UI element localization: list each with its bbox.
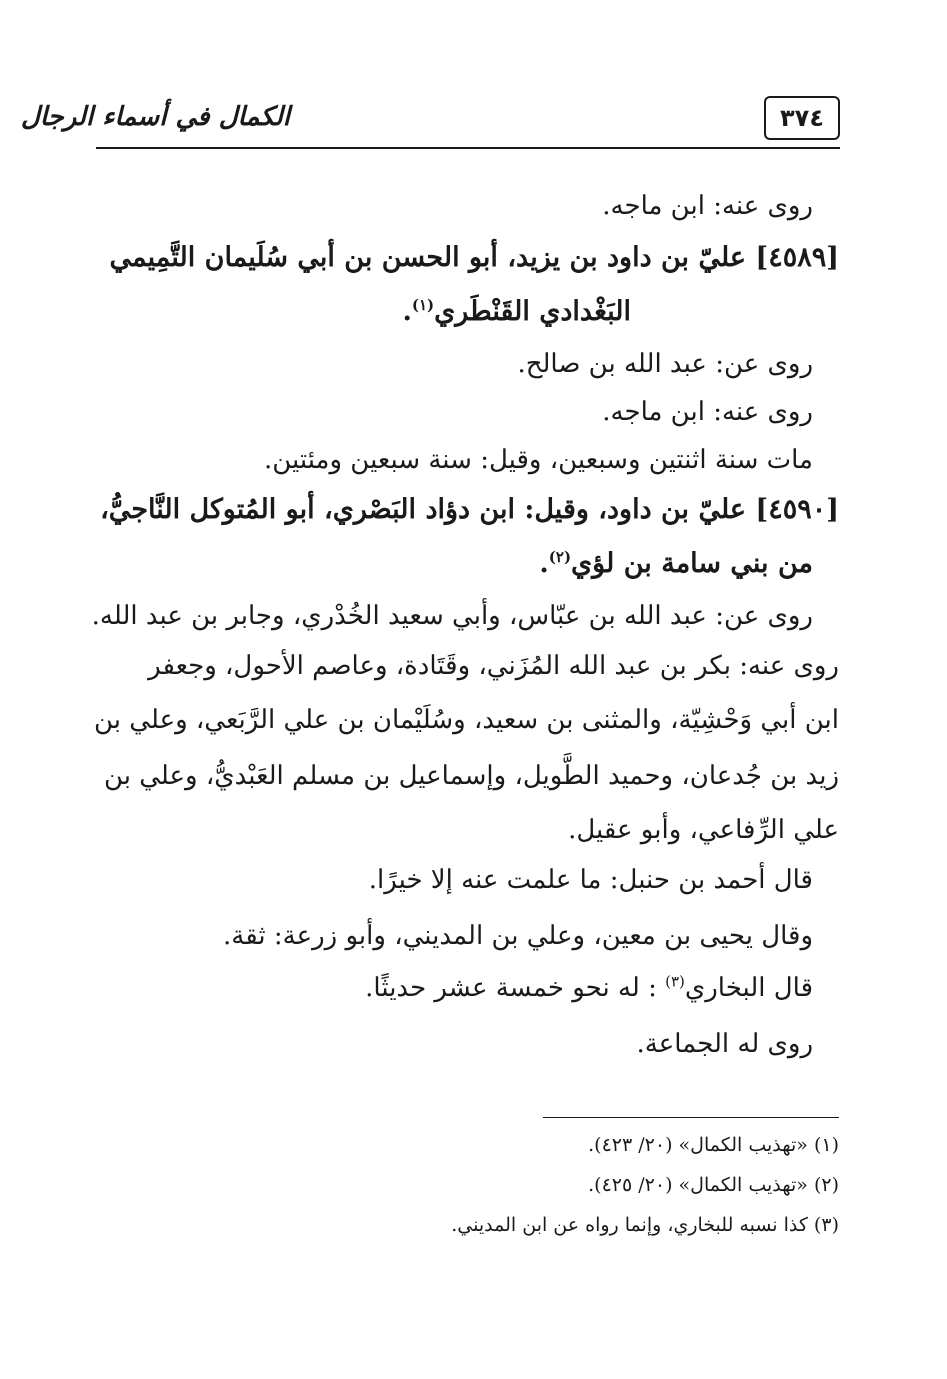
quote-line: قال أحمد بن حنبل: ما علمت عنه إلا خيرًا.	[368, 865, 813, 895]
footnote-rule	[543, 1117, 839, 1118]
entry-heading-4590: [٤٥٩٠] عليّ بن داود، وقيل: ابن دؤاد البَصْري، أبو المُتوكل النَّاجيُّ،	[100, 494, 839, 525]
page-header	[20, 92, 840, 152]
quote-line: قال البخاري$^{(٣)}$ : له نحو خمسة عشر حديثًا.	[365, 972, 813, 1003]
narrator-line: روى عن: عبد الله بن عبّاس، وأبي سعيد الخُدْري، وجابر بن عبد الله.	[91, 601, 813, 631]
narrator-line: روى عنه: ابن ماجه.	[602, 397, 813, 427]
footnote-ref: (٣)	[665, 972, 685, 991]
death-line: مات سنة اثنتين وسبعين، وقيل: سنة سبعين ومئتين.	[263, 445, 813, 475]
quote-line: وقال يحيى بن معين، وعلي بن المديني، وأبو زرعة: ثقة.	[223, 921, 813, 951]
entry-heading-4589-cont: البَغْدادي القَنْطَري$^{(١)}$.	[402, 296, 631, 327]
entry-heading-4589: [٤٥٨٩] عليّ بن داود بن يزيد، أبو الحسن بن أبي سُلَيمان التَّمِيمي	[109, 242, 839, 273]
entry-heading-4590-cont: من بني سامة بن لؤي$^{(٢)}$.	[539, 548, 813, 579]
footnote-ref: (١)	[411, 296, 435, 314]
paragraph-line: روى عنه: بكر بن عبد الله المُزَني، وقَتَادة، وعاصم الأحول، وجعفر	[148, 651, 839, 681]
quote-line: روى له الجماعة.	[636, 1029, 813, 1059]
paragraph-line: ابن أبي وَحْشِيّة، والمثنى بن سعيد، وسُلَيْمان بن علي الرَّبَعي، وعلي بن	[94, 705, 839, 735]
paragraph-line: زيد بن جُدعان، وحميد الطَّويل، وإسماعيل بن مسلم العَبْديُّ، وعلي بن	[103, 761, 839, 791]
footnote-1: (١) «تهذيب الكمال» (٢٠/ ٤٢٣).	[588, 1134, 839, 1156]
narrator-line: روى عنه: ابن ماجه.	[602, 191, 813, 221]
footnote-ref: (٢)	[548, 548, 572, 566]
page-number: ٣٧٤	[764, 96, 840, 140]
narrator-line: روى عن: عبد الله بن صالح.	[517, 349, 813, 379]
header-rule	[96, 147, 840, 149]
book-title: الكمال في أسماء الرجال	[20, 102, 290, 132]
footnote-3: (٣) كذا نسبه للبخاري، وإنما رواه عن ابن المديني.	[451, 1214, 839, 1236]
footnote-2: (٢) «تهذيب الكمال» (٢٠/ ٤٢٥).	[588, 1174, 839, 1196]
paragraph-line: علي الرِّفاعي، وأبو عقيل.	[568, 815, 839, 845]
